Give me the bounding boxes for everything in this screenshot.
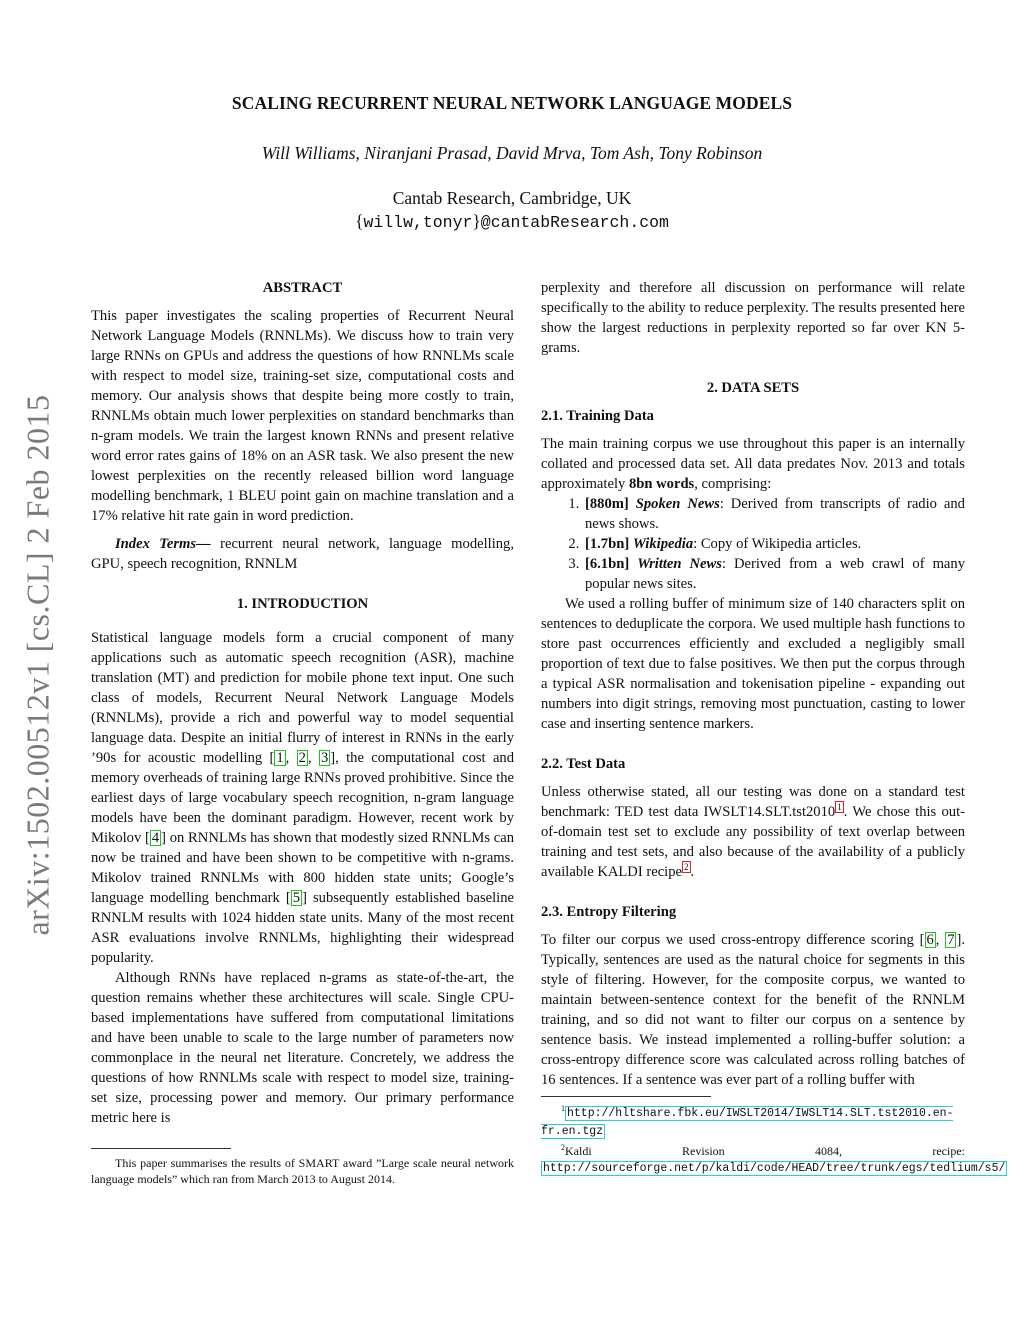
entropy-paragraph: To filter our corpus we used cross-entropy difference scoring [ 6 , 7 ]. Typically, sentences are used as the natural choice for segments in this style of filtering. However, for the composite corpus, we wanted to maintain between-sentence context for the benefit of the RNNLM training, and so did not want to filter our corpus on a sentence by sentence basis. We instead implemented a rolling-buffer solution: a cross-entropy difference score was calculated across rolling batches of 16 sentences. If a sentence was ever part of a rolling buffer with xyxy=(541,932,965,1088)
footnote-divider xyxy=(541,1096,711,1097)
email-users: willw,tonyr xyxy=(363,213,473,232)
footnote-label: Kaldi Revision 4084, recipe: xyxy=(565,1144,965,1158)
footnote-number: 2 xyxy=(561,1143,565,1152)
intro-text-a: Statistical language models form a crucial component of many applications such as automatic speech recognition (ASR), machine translation (MT) and prediction for mobile phone text input. One such class of models, Recurrent Neural Network Language Models (RNNLMs), provide a rich and powerful way to model sequential language data. Despite an initial flurry of interest in RNNs in the early ’90s for acoustic modelling [ xyxy=(91,630,514,766)
citation-link[interactable]: 6 xyxy=(926,932,934,948)
corpus-list xyxy=(541,494,965,594)
citation-link[interactable]: 7 xyxy=(947,932,955,948)
corpus-size: [1.7bn] xyxy=(585,536,630,552)
datasets-heading: 2. DATA SETS xyxy=(706,380,800,396)
entropy-filtering-heading: 2.3. Entropy Filtering xyxy=(541,904,677,920)
footnote-2 xyxy=(541,1140,1006,1177)
paper-title: SCALING RECURRENT NEURAL NETWORK LANGUAGE MODELS xyxy=(231,93,793,113)
training-text-a: The main training corpus we use throughout this paper is an internally collated and processed data set. All data predates Nov. 2013 and totals approximately xyxy=(541,436,965,492)
intro-text-c: ] on RNNLMs has shown that modestly sized RNNLMs can now be trained and have been shown to be competitive with n-grams. Mikolov trained RNNLMs with 800 hidden state units; Google’s language modelling benchmark [ xyxy=(91,830,515,906)
corpus-size: [880m] xyxy=(585,496,629,512)
corpus-desc: : Derived from transcripts of radio and news shows. xyxy=(585,496,965,532)
training-total: 8bn words xyxy=(628,476,695,492)
index-terms-text: recurrent neural network, language modelling, GPU, speech recognition, RNNLM xyxy=(91,536,514,572)
corpus-desc: : Derived from a web crawl of many popular news sites. xyxy=(585,556,965,592)
email-brace-open: { xyxy=(355,211,364,231)
corpus-name: Spoken News xyxy=(635,496,720,512)
test-data-heading: 2.2. Test Data xyxy=(541,756,626,772)
intro-continuation: perplexity and therefore all discussion on performance will relate specifically to the ability to reduce perplexity. The results presented here show the largest reductions in perplexity reported so far over KN 5-grams. xyxy=(541,280,965,356)
citation-link[interactable]: 2 xyxy=(298,750,306,766)
abstract-text: This paper investigates the scaling properties of Recurrent Neural Network Language Models (RNNLMs). We discuss how to train very large RNNs on GPUs and address the questions of how RNNLMs scale with respect to model size, training-set size, computational costs and memory. Our analysis shows that despite being more costly to train, RNNLMs obtain much lower perplexities on standard benchmarks than n-gram models. We train the largest known RNNs and present relative word error rates gains of 18% on an ASR task. We also present the new lowest perplexities on the recently released billion word language modelling benchmark, 1 BLEU point gain on machine translation and a 17% relative hit rate gain in word prediction. xyxy=(91,308,514,524)
right-column xyxy=(541,278,1006,1177)
entropy-text-a: To filter our corpus we used cross-entropy difference scoring [ xyxy=(541,932,925,948)
email-domain: @cantabResearch.com xyxy=(480,213,669,232)
footnote-link[interactable]: 1 xyxy=(837,802,842,813)
citation-link[interactable]: 3 xyxy=(320,750,329,766)
index-terms xyxy=(91,534,514,574)
affiliation: Cantab Research, Cambridge, UK xyxy=(392,188,632,208)
citation-link[interactable]: 1 xyxy=(276,750,284,766)
entropy-text-b: ]. Typically, sentences are used as the natural choice for segments in this style of filtering. However, for the composite corpus, we wanted to maintain between-sentence context for the benefit of the RNNLM training, and so did not want to filter our corpus on a sentence by sentence basis. We instead implemented a rolling-buffer solution: a cross-entropy difference score was calculated across rolling batches of 16 sentences. If a sentence was ever part of a rolling buffer with xyxy=(541,932,965,1088)
footnote-1 xyxy=(541,1101,965,1140)
citation-link[interactable]: 4 xyxy=(151,830,160,846)
corpus-name: Wikipedia xyxy=(632,536,694,552)
arxiv-identifier: arXiv:1502.00512v1 [cs.CL] 2 Feb 2015 xyxy=(19,394,56,936)
corpus-size: [6.1bn] xyxy=(585,556,630,572)
left-column xyxy=(91,278,514,1187)
training-paragraph-2: We used a rolling buffer of minimum size of 140 characters split on sentences to deduplicate the corpora. We used multiple hash functions to store past occurrences efficiently and excluded a negligibly small proportion of text due to false positives. We then put the corpus through a typical ASR normalisation and tokenisation pipeline - expanding out numbers into digit strings, removing most punctuation, casting to lower case and inserting sentence markers. xyxy=(541,596,965,732)
citation-link[interactable]: 5 xyxy=(292,890,301,906)
training-paragraph-1 xyxy=(541,434,965,494)
arxiv-sidebar xyxy=(14,365,62,965)
award-footnote: This paper summarises the results of SMART award ”Large scale neural network language models” which ran from March 2013 to August 2014. xyxy=(91,1156,514,1186)
list-item xyxy=(583,494,965,534)
abstract-heading: ABSTRACT xyxy=(262,280,343,296)
intro-paragraph-2: Although RNNs have replaced n-grams as state-of-the-art, the question remains whether these architectures will scale. Single CPU-based implementations have suffered from computational limitations and have been unable to scale to the large number of parameters now commonplace in the neural net literature. Concretely, we address the questions of how RNNLMs scale with respect to model size, training-set size, processing power and memory. Our primary performance metric here is xyxy=(91,970,514,1126)
test-text-a: Unless otherwise stated, all our testing was done on a standard test benchmark: TED test data IWSLT14.SLT.tst2010 xyxy=(541,784,965,820)
footnote-url[interactable]: http://sourceforge.net/p/kaldi/code/HEAD/tree/trunk/egs/tedlium/s5/ xyxy=(543,1162,1006,1175)
corpus-desc: : Copy of Wikipedia articles. xyxy=(693,536,862,552)
footnote-divider xyxy=(91,1148,231,1149)
test-paragraph xyxy=(541,782,965,882)
list-item xyxy=(583,554,965,594)
training-text-b: , comprising: xyxy=(694,476,772,492)
list-item xyxy=(583,534,965,554)
test-text-b: . We chose this out-of-domain test set to exclude any possibility of text overlap between training and test sets, and also because of the availability of a publicly available KALDI recipe xyxy=(541,804,965,880)
index-terms-label: Index Terms— xyxy=(115,536,211,552)
corpus-name: Written News xyxy=(637,556,722,572)
author-list: Will Williams, Niranjani Prasad, David Mrva, Tom Ash, Tony Robinson xyxy=(261,143,763,163)
email-brace-close: } xyxy=(472,211,481,231)
intro-text-b: ], the computational cost and memory overheads of training large RNNs proved prohibitive. Since the earliest days of large vocabulary speech recognition, n-gram language models have been the dominant paradigm. However, recent work by Mikolov [ xyxy=(91,750,515,846)
test-text-c: . xyxy=(690,864,695,880)
intro-heading: 1. INTRODUCTION xyxy=(236,596,369,612)
intro-text-d: ] subsequently established baseline RNNLM results with 1024 hidden state units. Many of the most recent ASR evaluations involve RNNLMs, highlighting their widespread popularity. xyxy=(91,890,514,966)
footnote-number: 1 xyxy=(561,1104,565,1113)
author-email xyxy=(0,211,1024,232)
intro-paragraph-1: Statistical language models form a crucial component of many applications such as automatic speech recognition (ASR), machine translation (MT) and prediction for mobile phone text input. One such class of models, Recurrent Neural Network Language Models (RNNLMs), provide a rich and powerful way to model sequential language data. Despite an initial flurry of interest in RNNs in the early ’90s for acoustic modelling [ 1 , 2 , 3 ], the computational cost and memory overheads of training large RNNs proved prohibitive. Since the earliest days of large vocabulary speech recognition, n-gram language models have been the dominant paradigm. However, recent work by Mikolov [ 4 ] on RNNLMs has shown that modestly sized RNNLMs can now be trained and have been shown to be competitive with n-grams. Mikolov trained RNNLMs with 800 hidden state units; Google’s language modelling benchmark [ 5 ] subsequently established baseline RNNLM results with 1024 hidden state units. Many of the most recent ASR evaluations involve RNNLMs, highlighting their widespread popularity. xyxy=(91,630,515,966)
footnote-url[interactable]: http://hltshare.fbk.eu/IWSLT2014/IWSLT14.SLT.tst2010.en-fr.en.tgz xyxy=(541,1107,954,1138)
footnote-link[interactable]: 2 xyxy=(684,862,689,873)
training-data-heading: 2.1. Training Data xyxy=(541,408,654,424)
